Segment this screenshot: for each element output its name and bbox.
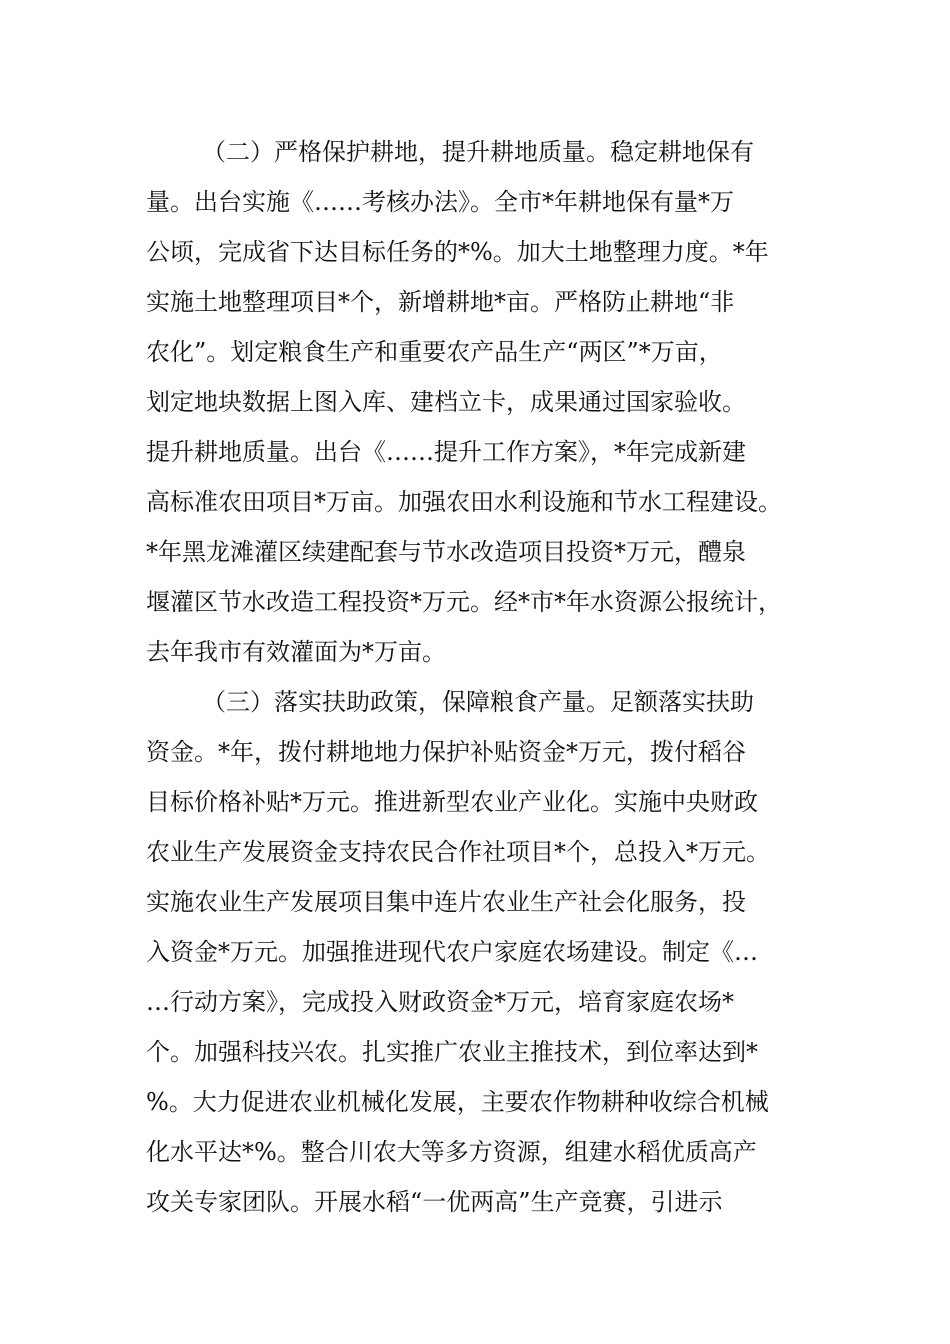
paragraph-line: *年黑龙滩灌区续建配套与节水改造项目投资*万元，醴泉 [146, 538, 746, 566]
paragraph-line: %。大力促进农业机械化发展，主要农作物耕种收综合机械 [146, 1088, 769, 1116]
paragraph-line: 目标价格补贴*万元。推进新型农业产业化。实施中央财政 [146, 788, 758, 816]
paragraph-3 [146, 677, 836, 1227]
document-body [146, 127, 836, 1227]
paragraph-line: …行动方案》，完成投入财政资金*万元，培育家庭农场* [146, 988, 734, 1016]
paragraph-line: 个。加强科技兴农。扎实推广农业主推技术，到位率达到* [146, 1038, 758, 1066]
paragraph-line: 提升耕地质量。出台《……提升工作方案》，*年完成新建 [146, 438, 746, 466]
paragraph-line: （二）严格保护耕地，提升耕地质量。稳定耕地保有 [202, 138, 754, 166]
paragraph-line: 去年我市有效灌面为*万亩。 [146, 638, 446, 666]
paragraph-line: （三）落实扶助政策，保障粮食产量。足额落实扶助 [202, 688, 754, 716]
paragraph-line: 实施土地整理项目*个，新增耕地*亩。严格防止耕地“非 [146, 288, 735, 316]
paragraph-line: 公顷，完成省下达目标任务的*%。加大土地整理力度。*年 [146, 238, 769, 266]
paragraph-line: 划定地块数据上图入库、建档立卡，成果通过国家验收。 [146, 388, 746, 416]
paragraph-line: 农化”。划定粮食生产和重要农产品生产“两区”*万亩， [146, 338, 723, 366]
paragraph-line: 攻关专家团队。开展水稻“一优两高”生产竞赛，引进示 [146, 1188, 723, 1216]
paragraph-line: 农业生产发展资金支持农民合作社项目*个，总投入*万元。 [146, 838, 770, 866]
paragraph-line: 高标准农田项目*万亩。加强农田水利设施和节水工程建设。 [146, 488, 782, 516]
paragraph-line: 入资金*万元。加强推进现代农户家庭农场建设。制定《… [146, 938, 758, 966]
paragraph-line: 资金。*年，拨付耕地地力保护补贴资金*万元，拨付稻谷 [146, 738, 746, 766]
paragraph-line: 实施农业生产发展项目集中连片农业生产社会化服务，投 [146, 888, 746, 916]
paragraph-line: 堰灌区节水改造工程投资*万元。经*市*年水资源公报统计， [146, 588, 782, 616]
paragraph-line: 化水平达*%。整合川农大等多方资源，组建水稻优质高产 [146, 1138, 757, 1166]
paragraph-2 [146, 127, 836, 677]
paragraph-line: 量。出台实施《……考核办法》。全市*年耕地保有量*万 [146, 188, 734, 216]
